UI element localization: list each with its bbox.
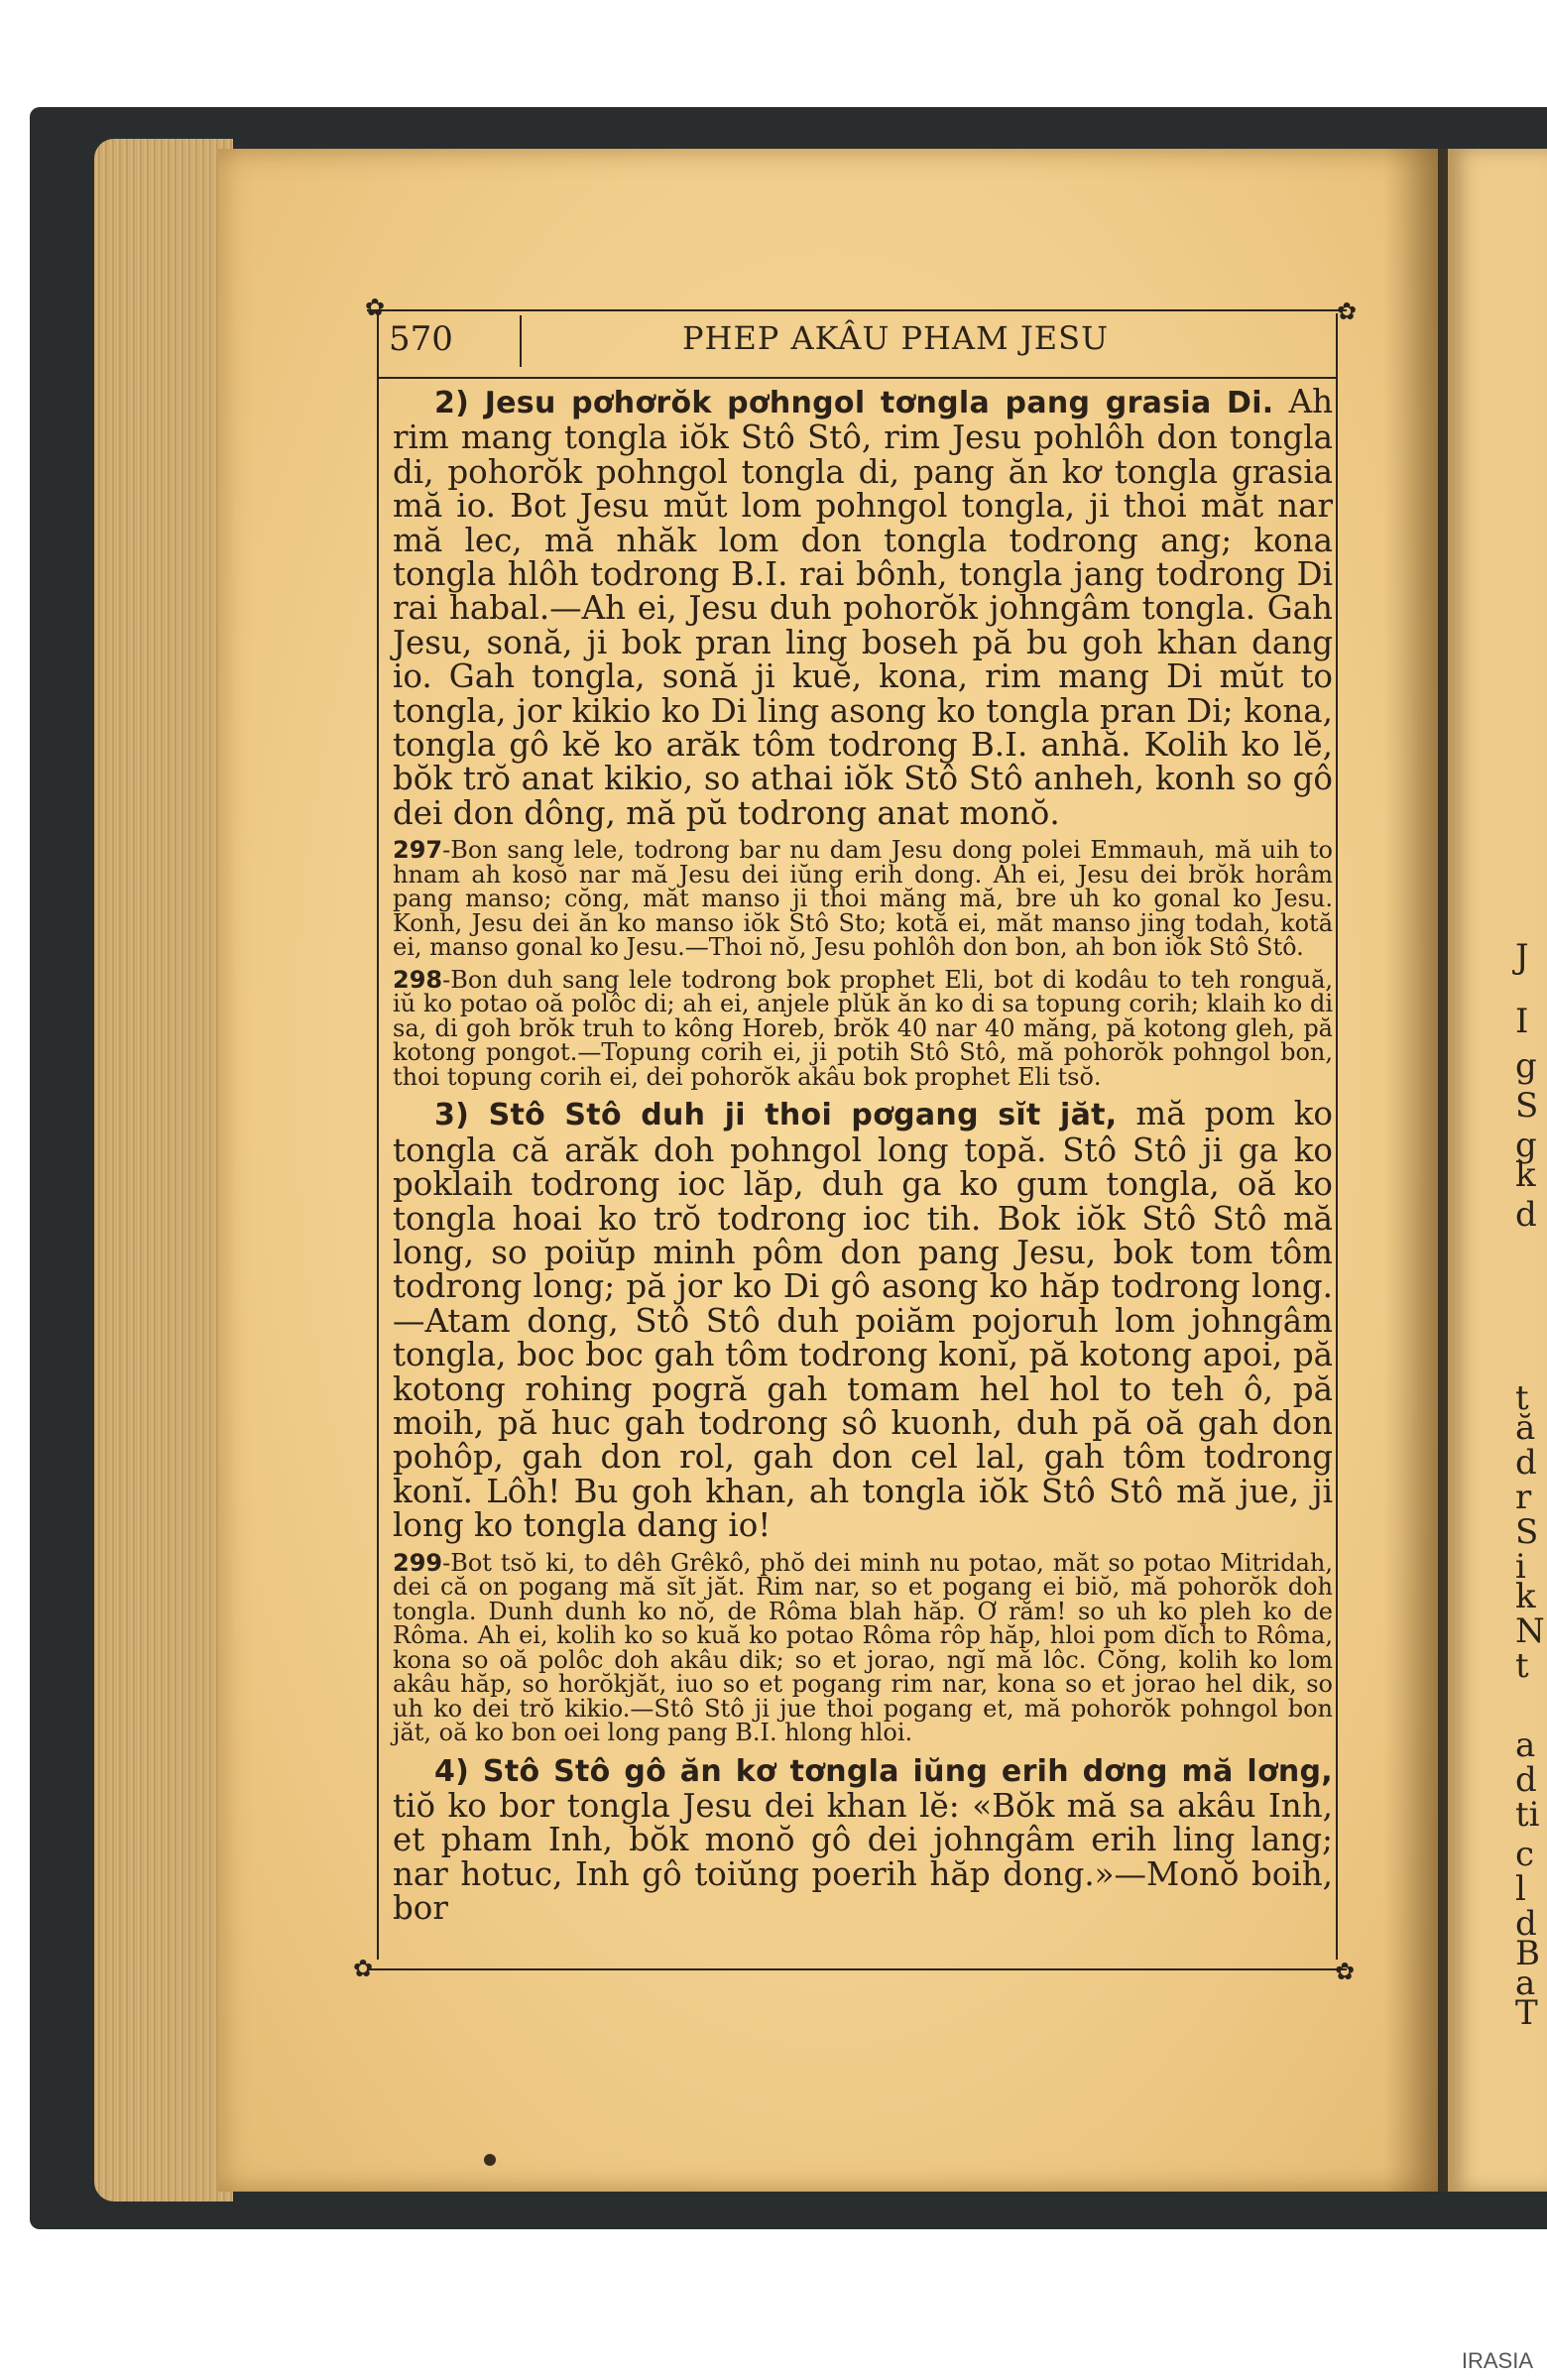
example-note (393, 1548, 1333, 1747)
facing-page-letter: l (1515, 1869, 1526, 1909)
facing-page-letter: i (1515, 1547, 1526, 1587)
scan-credit: IRASIA (1461, 2348, 1533, 2373)
facing-page-letter: ă (1515, 1408, 1536, 1448)
facing-page-letter: a (1515, 1726, 1536, 1765)
facing-page-letter: S (1515, 1512, 1539, 1552)
facing-page-letter: d (1515, 1904, 1537, 1944)
bottom-frame-rule (367, 1968, 1347, 1970)
facing-page-letter: ti (1515, 1795, 1540, 1835)
header-divider (520, 315, 522, 367)
left-frame-rule (377, 313, 379, 1960)
facing-page-letter: t (1515, 1646, 1529, 1686)
facing-page-letter: J (1515, 937, 1529, 977)
facing-page-letter: t (1515, 1378, 1529, 1418)
note-text: -Bot tsŏ ki, to dêh Grêkô, phŏ dei minh nu potao, măt so potao Mitridah, dei că on pogang mă sĭt jăt. Rim nar, so et pogang ei biŏ, mă pohorŏk doh tongla. Dunh dunh ko nŏ, de Rôma blah hăp. Ơ răm! so uh ko pleh ko de Rôma. Ah ei, kolih ko so kuă ko potao Rôma rôp hăp, hloi pom dĭch to Rôma, kona so oă polôc doh akâu dik; so et jorao, ngĭ mă lôc. Cŏng, kolih ko lom akâu hăp, so horŏkjăt, iuo so et pogang rim nar, kona so et jorao hel dik, so uh ko dei trŏ kikio.—Stô Stô ji jue thoi pogang et, mă pohorŏk pohngol bon jăt, oă ko bon oei long pang B.I. hlong hloi. (393, 1548, 1333, 1747)
header-rule (377, 377, 1337, 379)
facing-page-letter: r (1515, 1478, 1532, 1517)
ornament-top-left-icon: ✿ (365, 294, 386, 321)
facing-page-letter: k (1515, 1155, 1536, 1195)
paragraph-lead: 2) Jesu pơhơrŏk pơhngol tơngla pang grasia Di. (434, 386, 1274, 420)
body-paragraph (393, 1753, 1333, 1926)
paragraph-lead: 3) Stô Stô duh ji thoi pơgang sĭt jăt, (434, 1098, 1118, 1133)
note-number: 299 (393, 1548, 443, 1577)
paragraph-text: Ah rim mang tongla iŏk Stô Stô, rim Jesu pohlôh don tongla di, pohorŏk pohngol tongla di, pang ăn kơ tongla grasia mă io. Bot Jesu mŭt lom pohngol tongla, ji thoi măt nar mă lec, mă nhăk lom don tongla todrong ang; kona tongla hlôh todrong B.I. rai bônh, tongla jang todrong Di rai habal.—Ah ei, Jesu duh pohorŏk johngâm tongla. Gah Jesu, sonă, ji bok pran ling boseh pă bu goh khan dang io. Gah tongla, sonă ji kuĕ, kona, rim mang Di mŭt to tongla, jor kikio ko Di ling asong ko tongla pran Di; kona, tongla gô kĕ ko arăk tôm todrong B.I. anhă. Kolih ko lĕ, bŏk trŏ anat kikio, so athai iŏk Stô Stô anheh, konh so gô dei don dông, mă pŭ todrong anat monŏ. (393, 383, 1333, 832)
facing-page-letter: d (1515, 1443, 1537, 1483)
ornament-bottom-left-icon: ✿ (353, 1955, 374, 1982)
facing-page-letter: I (1515, 1002, 1529, 1041)
paragraph-text: tiŏ ko bor tongla Jesu dei khan lĕ: «Bŏk mă sa akâu Inh, et pham Inh, bŏk monŏ gô dei johngâm erih ling lang; nar hotuc, Inh gô toiŭng poerih hăp dong.»—Monŏ boih, bor (393, 1786, 1333, 1928)
note-text: -Bon duh sang lele todrong bok prophet Eli, bot di kodâu to teh ronguă, iŭ ko potao oă polôc di; ah ei, anjele plŭk ăn ko di sa topung corih; klaih ko di sa, di goh brŏk truh to kông Horeb, brŏk 40 nar 40 măng, pă kotong gleh, pă kotong pongot.—Topung corih ei, ji potih Stô Stô, mă pohorŏk pohngol bon, thoi topung corih ei, dei pohorŏk akâu bok prophet Eli tsŏ. (393, 965, 1333, 1091)
page-spot (484, 2154, 496, 2166)
running-head: PHEP AKÂU PHAM JESU (682, 319, 1110, 357)
page-number: 570 (389, 319, 453, 359)
page-body (393, 385, 1333, 1926)
example-note (393, 965, 1333, 1091)
facing-page-letter: S (1515, 1086, 1539, 1126)
body-paragraph (393, 385, 1333, 830)
facing-page-letter: g (1515, 1046, 1537, 1086)
facing-page-letter: c (1515, 1835, 1535, 1874)
gutter-shadow (1383, 149, 1453, 2192)
facing-page-letter: g (1515, 1126, 1537, 1165)
facing-page-letter: B (1515, 1934, 1540, 1973)
right-frame-rule (1336, 313, 1338, 1960)
facing-page-letter: T (1515, 1993, 1538, 2033)
page-edges (94, 139, 233, 2202)
note-number: 297 (393, 836, 443, 865)
body-paragraph (393, 1095, 1333, 1545)
note-number: 298 (393, 965, 443, 994)
ornament-top-right-icon: ✿ (1337, 298, 1358, 325)
facing-page-letter: a (1515, 1964, 1536, 2003)
note-text: -Bon sang lele, todrong bar nu dam Jesu dong polei Emmauh, mă uih to hnam ah kosŏ nar mă Jesu dei iŭng erih dong. Ah ei, Jesu dei brŏk horâm pang manso; cŏng, măt manso ji thoi măng mă, bre uh ko gonal ko Jesu. Konh, Jesu dei ăn ko manso iŏk Stô Sto; kotă ei, măt manso jing todah, kotă ei, manso gonal ko Jesu.—Thoi nŏ, Jesu pohlôh don bon, ah bon iŏk Stô Stô. (393, 836, 1333, 962)
facing-page-letter: N (1515, 1611, 1545, 1651)
facing-page-letter: k (1515, 1577, 1536, 1616)
paragraph-lead: 4) Stô Stô gô ăn kơ tơngla iŭng erih dơng mă lơng, (434, 1753, 1333, 1789)
facing-page-letter: d (1515, 1760, 1537, 1800)
facing-page-letter: d (1515, 1195, 1537, 1235)
top-frame-rule (367, 309, 1347, 311)
paragraph-text: mă pom ko tongla că arăk doh pohngol long topă. Stô Stô ji ga ko poklaih todrong ioc lăp, duh ga ko gum tongla, oă ko tongla hoai ko trŏ todrong ioc tih. Bok iŏk Stô Stô mă long, so poiŭp minh pôm don pang Jesu, bok tom tôm todrong long; pă jor ko Di gô asong ko hăp todrong long.—Atam dong, Stô Stô duh poiăm pojoruh lom johngâm tongla, boc boc gah tôm todrong konĭ, pă kotong apoi, pă kotong rohing pogră gah tomam hel hol to teh ô, pă moih, pă huc gah todrong sô kuonh, duh pă oă gah don pohôp, gah don rol, gah don cel lal, gah tôm todrong konĭ. Lôh! Bu goh khan, ah tongla iŏk Stô Stô mă jue, ji long ko tongla dang io! (393, 1095, 1333, 1545)
example-note (393, 838, 1333, 960)
ornament-bottom-right-icon: ✿ (1335, 1958, 1356, 1985)
